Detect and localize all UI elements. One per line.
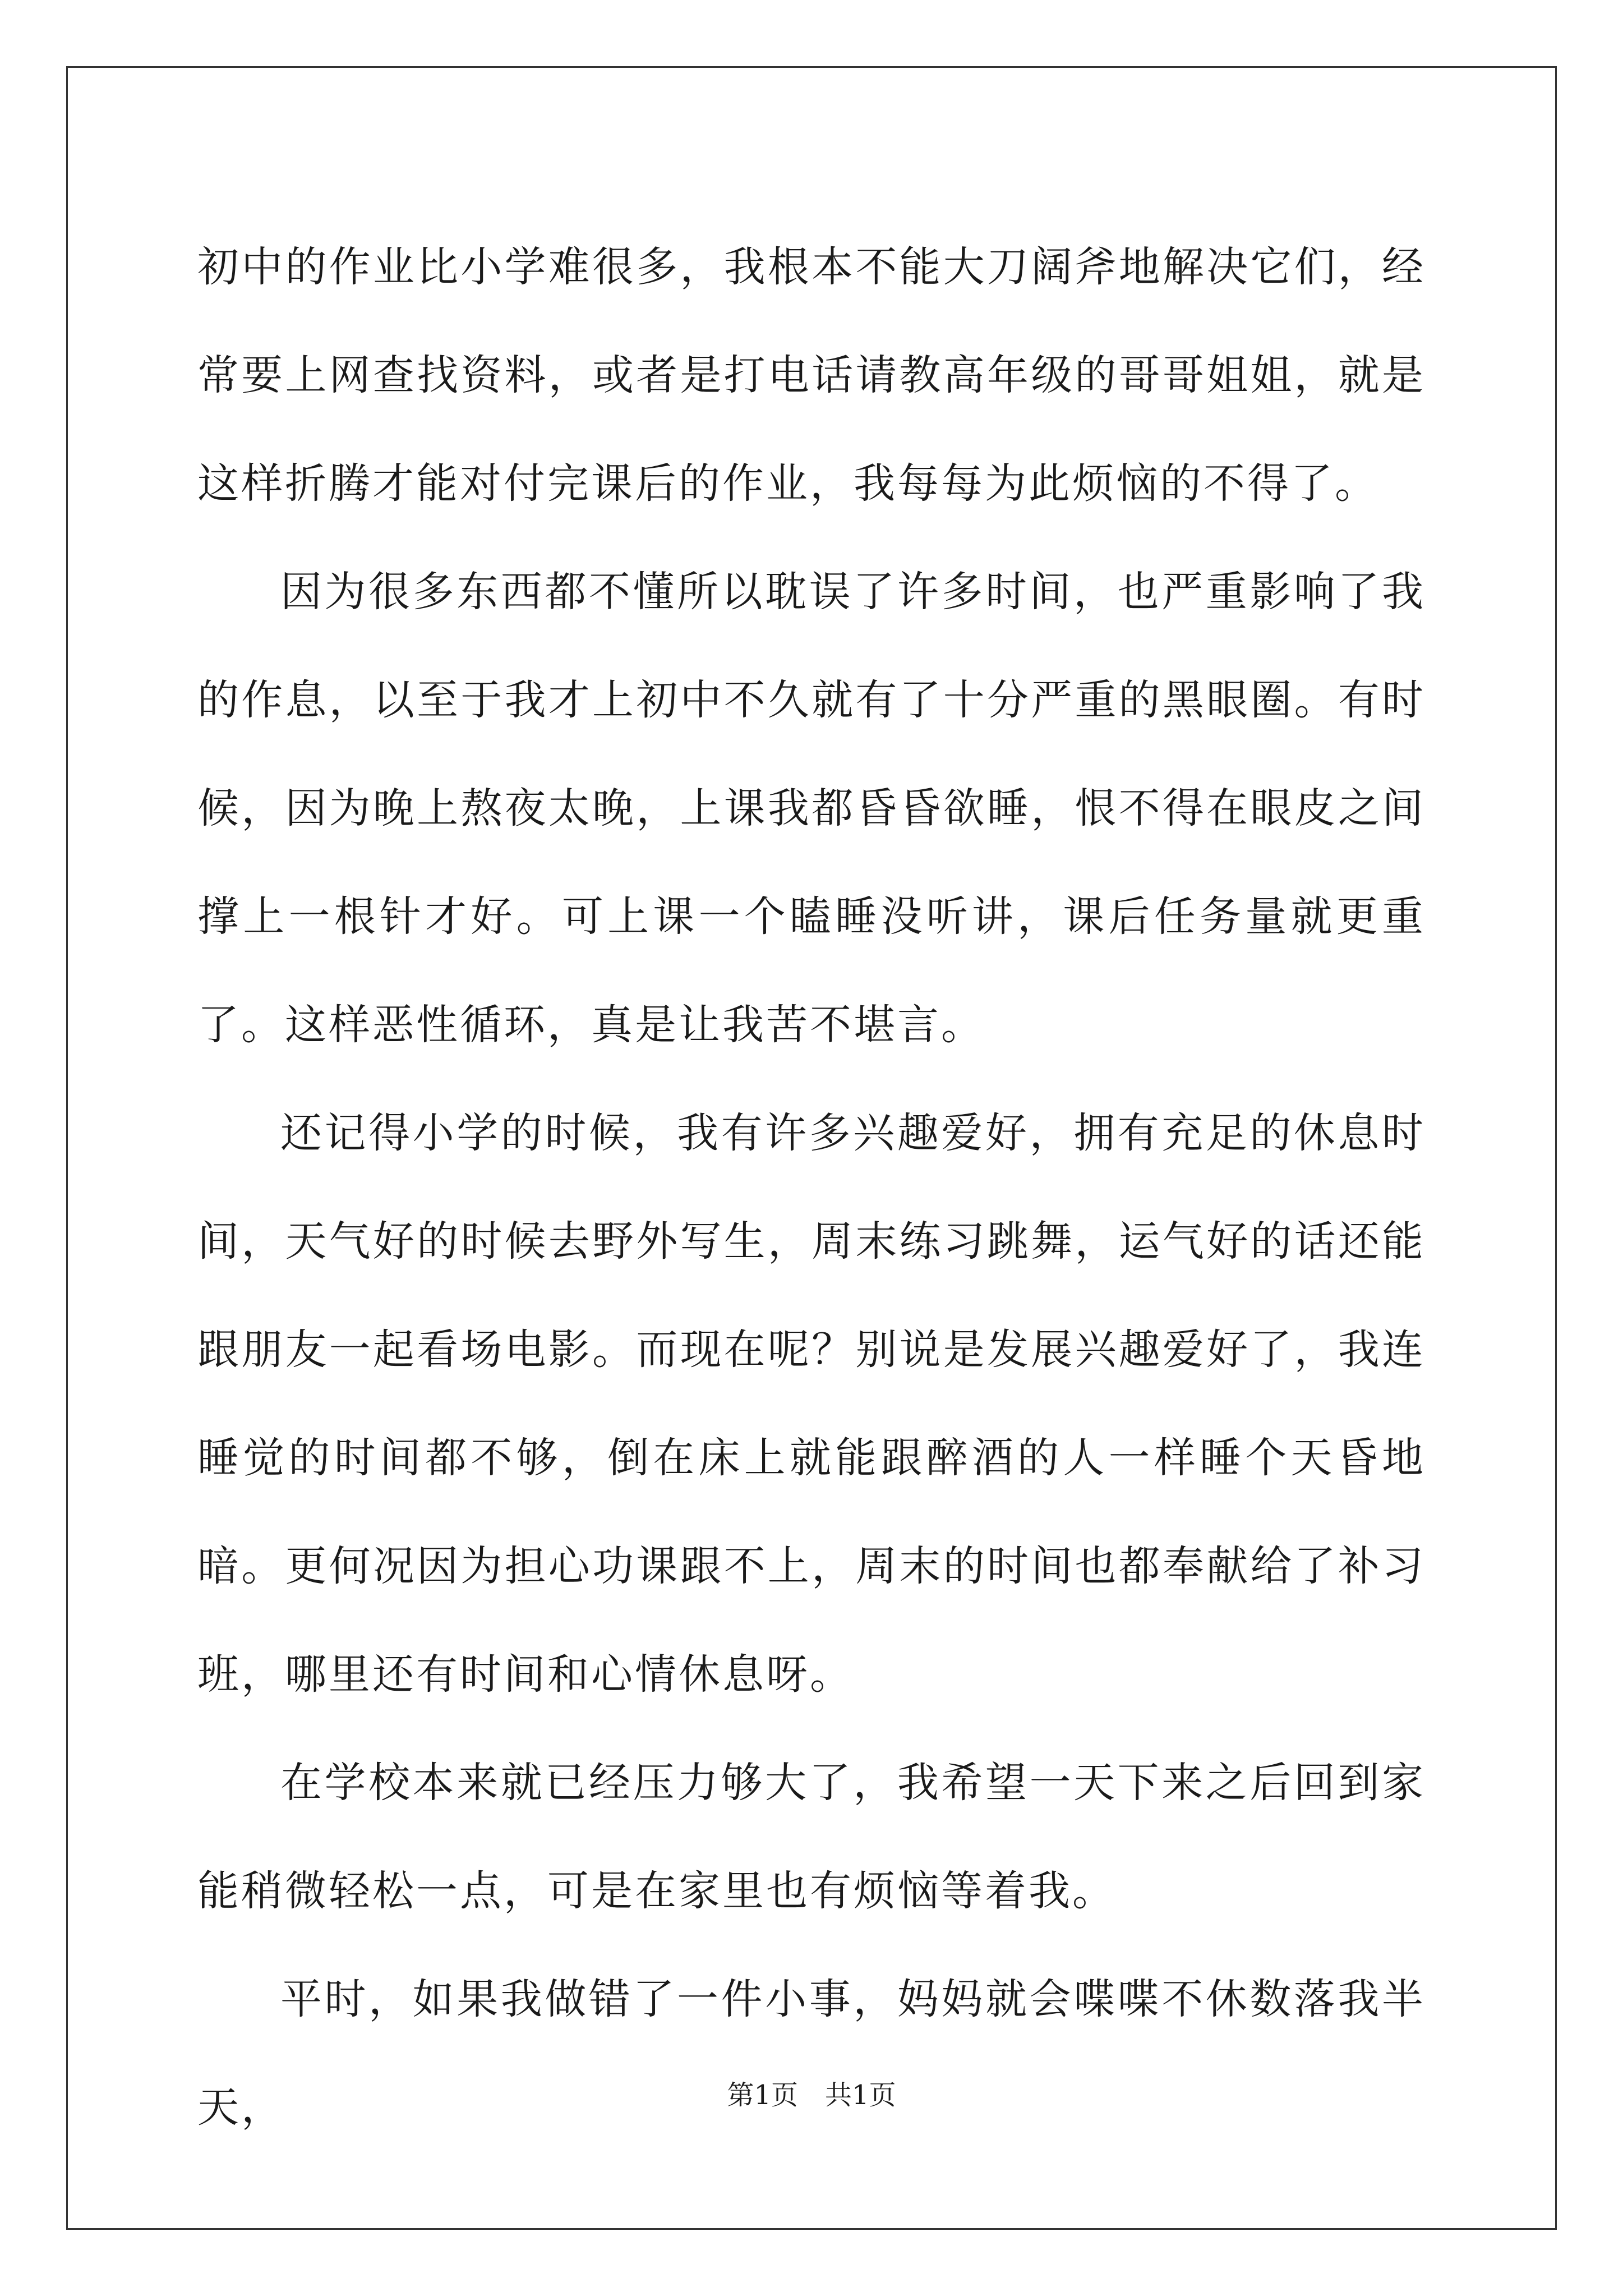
- page-number-footer: 第1页 共1页: [727, 2079, 896, 2111]
- paragraph-3: 还记得小学的时候，我有许多兴趣爱好，拥有充足的休息时间，天气好的时候去野外写生，周末练习跳舞，运气好的话还能跟朋友一起看场电影。而现在呢？别说是发展兴趣爱好了，我连睡觉的时间都不够，倒在床上就能跟醉酒的人一样睡个天昏地暗。更何况因为担心功课跟不上，周末的时间也都奉献给了补习班，哪里还有时间和心情休息呀。: [197, 1109, 1426, 1699]
- paragraph-1: 初中的作业比小学难很多，我根本不能大刀阔斧地解决它们，经常要上网查找资料，或者是打电话请教高年级的哥哥姐姐，就是这样折腾才能对付完课后的作业，我每每为此烦恼的不得了。: [197, 243, 1426, 508]
- document-body: [197, 213, 1426, 2162]
- paragraph-5: 平时，如果我做错了一件小事，妈妈就会喋喋不休数落我半天，: [197, 1975, 1426, 2132]
- paragraph-4: 在学校本来就已经压力够大了，我希望一天下来之后回到家能稍微轻松一点，可是在家里也有烦恼等着我。: [197, 1759, 1426, 1915]
- paragraph-2: 因为很多东西都不懂所以耽误了许多时间，也严重影响了我的作息，以至于我才上初中不久就有了十分严重的黑眼圈。有时候，因为晚上熬夜太晚，上课我都昏昏欲睡，恨不得在眼皮之间撑上一根针才好。可上课一个瞌睡没听讲，课后任务量就更重了。这样恶性循环，真是让我苦不堪言。: [197, 568, 1426, 1049]
